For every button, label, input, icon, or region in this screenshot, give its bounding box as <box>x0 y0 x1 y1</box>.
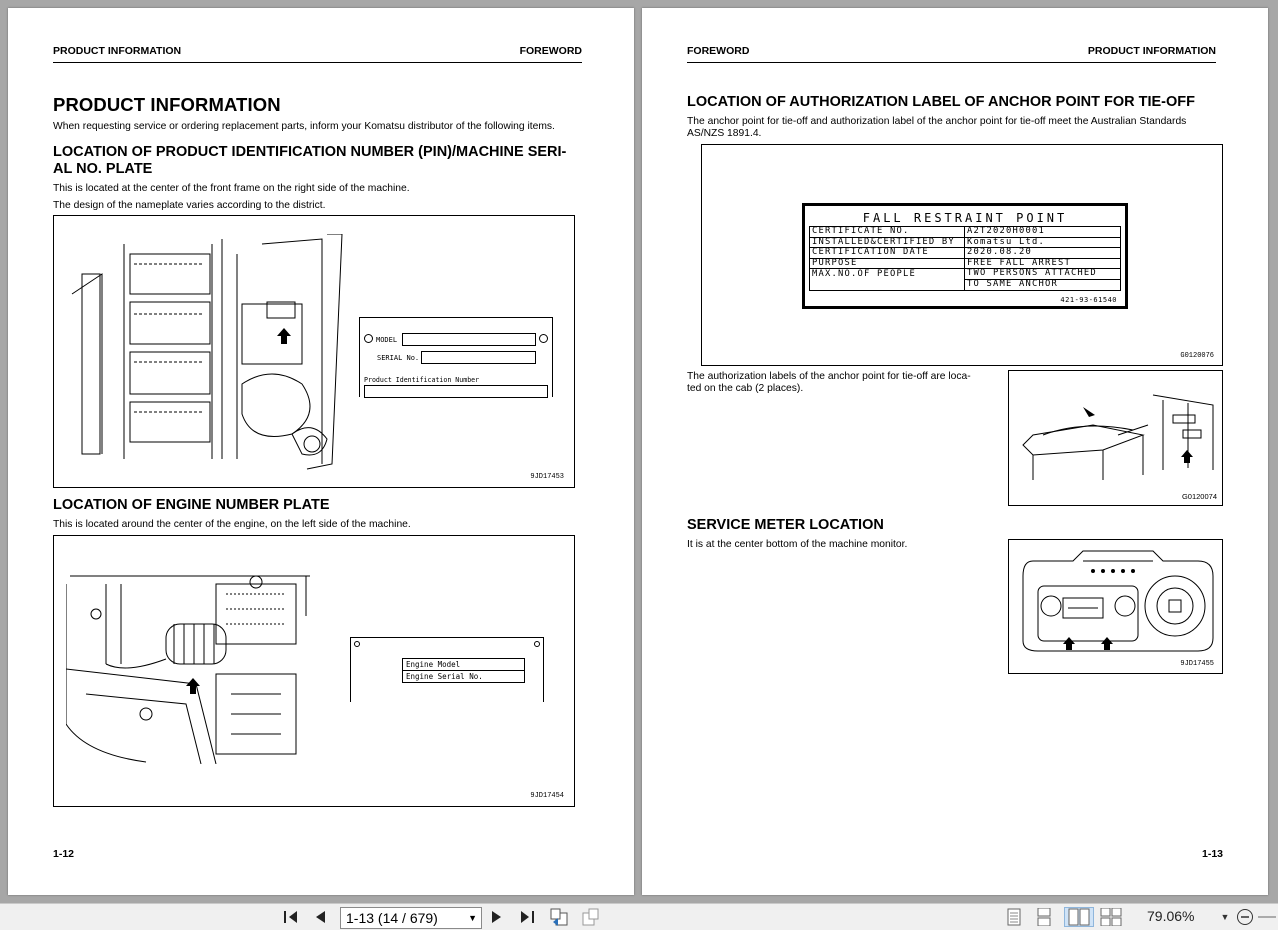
page-number-field[interactable] <box>340 907 482 929</box>
arrow-icon <box>1063 637 1075 650</box>
label-row <box>810 279 1121 290</box>
engine-plate-table <box>402 658 525 683</box>
label-value: 2020.08.20 <box>965 248 1121 259</box>
label-title: FALL RESTRAINT POINT <box>862 211 1068 225</box>
cab-figure <box>1008 370 1223 506</box>
service-meter-para: It is at the center bottom of the machine monitor. <box>687 539 908 550</box>
text-line: The anchor point for tie-off and authorization label of the anchor point for tie-off meet the Australian Standards <box>687 116 1187 127</box>
zoom-slider[interactable] <box>1258 908 1276 926</box>
single-page-icon[interactable] <box>1005 908 1023 926</box>
go-back-icon[interactable] <box>548 908 570 926</box>
section-heading-pin <box>53 144 578 178</box>
label-row <box>810 269 1121 280</box>
plate-serial-label: SERIAL No. <box>377 354 420 362</box>
label-key: CERTIFICATE NO. <box>810 227 965 238</box>
plate-model-field <box>402 333 536 346</box>
viewer-toolbar <box>0 903 1278 930</box>
engine-serial-label: Engine Serial No. <box>403 671 525 683</box>
prev-page-icon[interactable] <box>312 908 328 926</box>
plate-model-label: MODEL <box>376 336 398 344</box>
arrow-icon <box>1181 450 1193 463</box>
label-row <box>810 248 1121 259</box>
text-line: AS/NZS 1891.4. <box>687 128 762 139</box>
pin-nameplate-drawing <box>359 317 553 397</box>
pin-figure <box>53 215 575 488</box>
arrow-icon <box>277 328 291 344</box>
section-heading-anchor: LOCATION OF AUTHORIZATION LABEL OF ANCHOR POINT FOR TIE-OFF <box>687 94 1195 110</box>
running-header <box>53 45 582 63</box>
engine-model-label: Engine Model <box>403 659 525 671</box>
machine-front-frame-drawing <box>62 234 352 474</box>
label-row <box>810 237 1121 248</box>
label-part-code: 421-93-61540 <box>1060 296 1117 304</box>
label-value: TWO PERSONS ATTACHED <box>965 269 1121 280</box>
facing-icon[interactable] <box>1064 907 1094 927</box>
page-1-12 <box>8 8 634 895</box>
running-head-right: PRODUCT INFORMATION <box>1087 45 1216 57</box>
plate-pin-label: Product Identification Number <box>364 376 480 384</box>
page-field-value: 1-13 (14 / 679) <box>346 910 438 926</box>
label-table <box>809 226 1121 291</box>
running-head-right: FOREWORD <box>519 45 582 57</box>
label-value: TO SAME ANCHOR <box>965 279 1121 290</box>
service-meter-figure <box>1008 539 1223 674</box>
figure-code: 9JD17454 <box>530 792 564 800</box>
last-page-icon[interactable] <box>518 908 536 926</box>
plate-pin-field <box>364 385 548 398</box>
heading-line: LOCATION OF PRODUCT IDENTIFICATION NUMBER (PIN)/MACHINE SERI- <box>53 144 567 160</box>
section-heading-service-meter: SERVICE METER LOCATION <box>687 517 884 533</box>
engine-nameplate-drawing <box>350 637 544 702</box>
zoom-level[interactable]: 79.06% <box>1147 908 1195 924</box>
go-forward-icon[interactable] <box>580 908 602 926</box>
cab-label-para <box>687 371 987 395</box>
arrow-icon <box>1101 637 1113 650</box>
fall-restraint-label <box>802 203 1128 309</box>
intro-text: When requesting service or ordering replacement parts, inform your Komatsu distributor of the following items. <box>53 121 555 132</box>
page-1-13 <box>642 8 1268 895</box>
arrow-icon <box>1083 407 1095 417</box>
next-page-icon[interactable] <box>489 908 505 926</box>
figure-code: 9JD17453 <box>530 473 564 481</box>
label-key <box>810 279 965 290</box>
page-number: 1-12 <box>53 848 75 860</box>
label-key: MAX.NO.OF PEOPLE <box>810 269 965 280</box>
rivet-hole-icon <box>364 334 373 343</box>
chevron-down-icon[interactable]: ▼ <box>468 913 477 923</box>
page-number: 1-13 <box>1201 848 1223 860</box>
anchor-para <box>687 116 1212 140</box>
rivet-hole-icon <box>354 641 360 647</box>
cab-drawing <box>1013 375 1218 485</box>
rivet-hole-icon <box>539 334 548 343</box>
engine-figure <box>53 535 575 807</box>
anchor-label-figure <box>701 144 1223 366</box>
figure-code: G0120076 <box>1180 352 1214 360</box>
text-line: The authorization labels of the anchor point for tie-off are loca- <box>687 371 971 382</box>
engine-para: This is located around the center of the engine, on the left side of the machine. <box>53 519 411 530</box>
section-heading-engine: LOCATION OF ENGINE NUMBER PLATE <box>53 497 330 513</box>
label-row <box>810 227 1121 238</box>
label-key: INSTALLED&CERTIFIED BY <box>810 237 965 248</box>
heading-line: AL NO. PLATE <box>53 161 153 177</box>
pin-para-1: This is located at the center of the front frame on the right side of the machine. <box>53 183 410 194</box>
machine-monitor-drawing <box>1013 546 1218 656</box>
text-line: ted on the cab (2 places). <box>687 383 804 394</box>
figure-code: 9JD17455 <box>1180 660 1214 668</box>
chevron-down-icon[interactable]: ▼ <box>1220 912 1230 922</box>
running-head-left: PRODUCT INFORMATION <box>53 45 182 57</box>
label-key: PURPOSE <box>810 258 965 269</box>
page-title: PRODUCT INFORMATION <box>53 94 281 115</box>
running-head-left: FOREWORD <box>687 45 750 57</box>
facing-continuous-icon[interactable] <box>1100 908 1122 926</box>
continuous-icon[interactable] <box>1035 908 1053 926</box>
first-page-icon[interactable] <box>282 908 300 926</box>
figure-code: G0120074 <box>1181 492 1217 501</box>
plate-serial-field <box>421 351 536 364</box>
label-value: FREE FALL ARREST <box>965 258 1121 269</box>
pin-para-2: The design of the nameplate varies according to the district. <box>53 200 326 211</box>
zoom-out-icon[interactable] <box>1235 908 1255 926</box>
running-header <box>687 45 1216 63</box>
label-key: CERTIFICATION DATE <box>810 248 965 259</box>
engine-drawing <box>66 574 326 764</box>
rivet-hole-icon <box>534 641 540 647</box>
label-row <box>810 258 1121 269</box>
label-value: A2T2020H0001 <box>965 227 1121 238</box>
label-value: Komatsu Ltd. <box>965 237 1121 248</box>
